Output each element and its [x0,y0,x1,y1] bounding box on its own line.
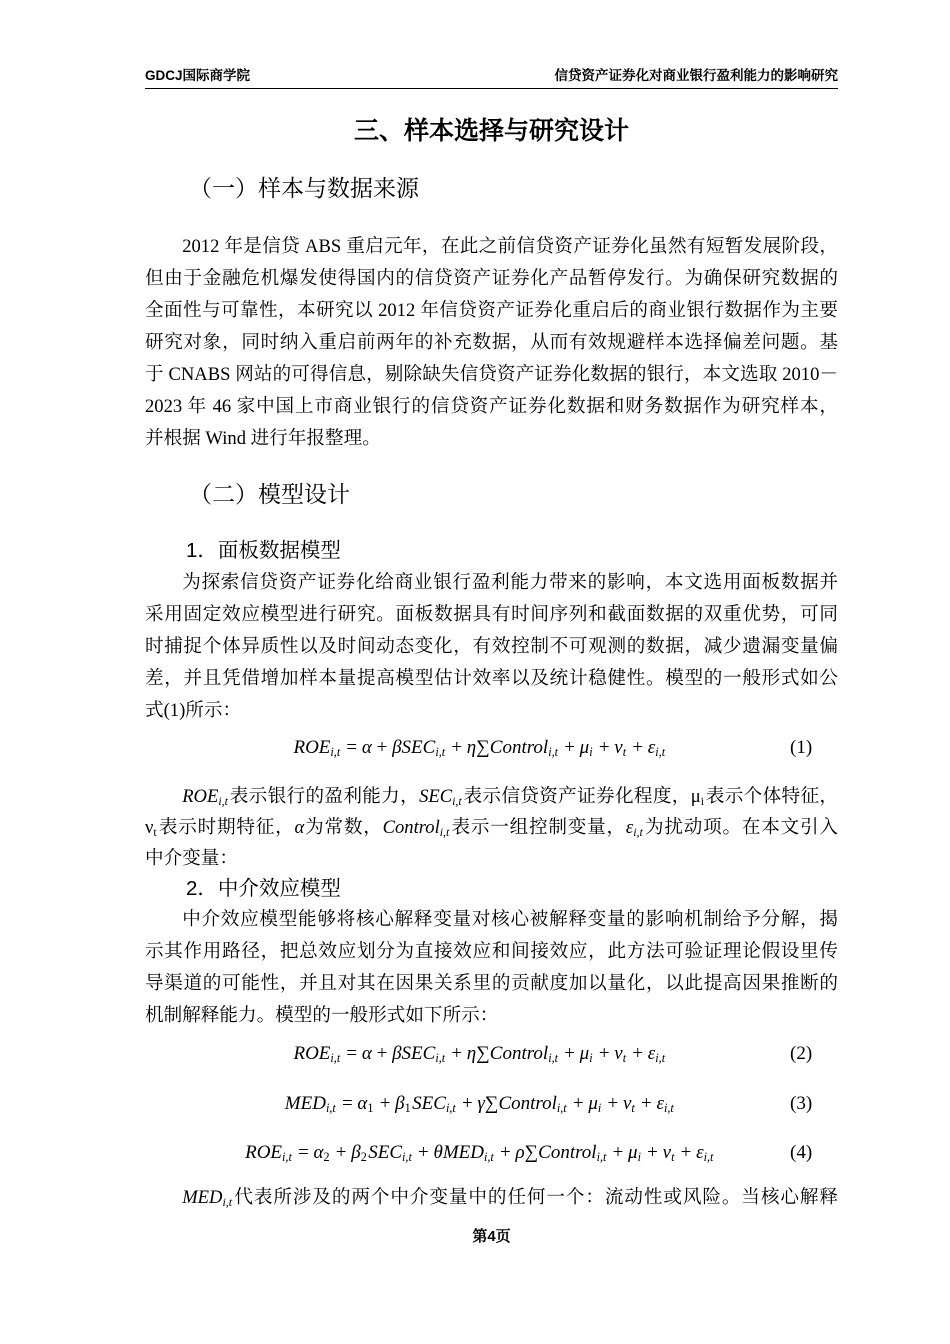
text-run: = [293,1142,314,1163]
equation-formula [145,1137,815,1169]
text-line [145,812,838,843]
equation-number: (1) [790,737,813,758]
text-run: + [559,737,580,758]
text-line: 2023 年 46 家中国上市商业银行的信贷资产证券化数据和财务数据作为研究样本， [145,396,838,417]
text-line: 为探索信贷资产证券化给商业银行盈利能力带来的影响，本文选用面板数据并 [182,572,838,593]
section-heading-model-design: （二）模型设计 [189,481,350,507]
subscript: i,t [218,794,228,809]
header-paper-title: 信贷资产证券化对商业银行盈利能力的影响研究 [554,68,838,83]
italic-term: θMED [433,1142,484,1163]
subscript: i,t [402,1150,412,1165]
section-heading-sample-data: （一）样本与数据来源 [189,175,419,201]
text-line: 但由于金融危机爆发使得国内的信贷资产证券化产品暂停发行。为确保研究数据的 [145,268,838,289]
subscript: i,t [282,1150,292,1165]
subscript: 1 [404,1101,411,1116]
italic-term: ε [647,737,656,758]
italic-term: μ [588,1093,598,1114]
text-line: 全面性与可靠性，本研究以 2012 年信贷资产证券化重启后的商业银行数据作为主要 [145,300,838,321]
text-run: = [337,1093,358,1114]
italic-term: μ [628,1142,638,1163]
subscript: t [622,745,627,760]
text-line: 中介变量： [145,848,238,869]
text-run: 为扰动项。在本文引入 [644,817,838,838]
italic-term: β [395,1093,405,1114]
text-run: + [446,1043,467,1064]
text-line: 时捕捉个体异质性以及时间动态变化，有效控制不可观测的数据，减少遗漏变量偏 [145,636,838,657]
italic-term: γ [477,1093,485,1114]
italic-term: ν [614,1043,623,1064]
text-run: + [627,737,648,758]
text-run: + [495,1142,516,1163]
text-run: + [371,737,393,758]
text-line [145,781,838,812]
text-run: + [559,1043,580,1064]
paragraph-sample-data [145,231,838,455]
subscript: i,t [633,825,643,840]
italic-term: β [351,1142,361,1163]
italic-term: ε [656,1093,664,1114]
equation-number: (3) [790,1093,813,1114]
paragraph-variable-definitions [145,781,838,874]
italic-term: MED [284,1093,326,1114]
text-run: + [568,1093,589,1114]
equation-formula [145,1088,815,1120]
text-line: 2012 年是信贷 ABS 重启元年，在此之前信贷资产证券化虽然有短暂发展阶段， [182,236,838,257]
text-run: ∑ [484,1093,499,1114]
text-run: ∑ [476,737,490,758]
equation-number: (2) [790,1043,813,1064]
subscript: i,t [703,1150,714,1165]
equation-1 [0,732,950,764]
text-run: + [446,737,467,758]
text-run: ∑ [476,1043,490,1064]
subscript: i,t [435,745,446,760]
subscript: i,t [548,745,558,760]
subscript: i,t [596,1150,607,1165]
text-run: + [594,1043,615,1064]
text-run: + [627,1043,648,1064]
subscript: i [637,1150,641,1165]
equation-formula [145,732,815,764]
subscript: i [597,1101,602,1116]
subscript: i,t [655,1051,666,1066]
text-line [145,1182,838,1214]
italic-term: ROE [293,737,331,758]
subscript: t [622,1051,627,1066]
subsection-heading-panel-model: 1．面板数据模型 [186,539,341,562]
text-line: 并根据 Wind 进行年报整理。 [145,428,381,449]
italic-term: SEC [419,786,453,807]
header-rule [145,88,838,89]
italic-term: Control [538,1142,597,1163]
text-line: 式(1)所示： [145,700,242,721]
italic-term: ROE [182,786,219,807]
italic-term: μ [579,737,590,758]
text-run: 表示一组控制变量， [450,817,626,838]
text-run: ∑ [524,1142,539,1163]
chapter-title: 三、样本选择与研究设计 [353,117,629,145]
text-line: 于 CNABS 网站的可得信息，剔除缺失信贷资产证券化数据的银行，本文选取 2010－ [145,364,838,385]
text-run: 表示银行的盈利能力， [229,786,420,807]
italic-term: η [466,1043,477,1064]
text-run: 表示信贷资产证券化程度，μ [463,786,701,807]
text-run: 代表所涉及的两个中介变量中的任何一个：流动性或风险。当核心解释 [233,1187,838,1208]
equation-number: (4) [790,1142,813,1163]
text-line: 导渠道的可能性，并且对其在因果关系里的贡献度加以量化，以此提高因果推断的 [145,973,838,994]
page-number: 第4页 [472,1228,511,1245]
subscript: 2 [323,1150,330,1165]
text-run: 为常数， [304,817,383,838]
subsection-heading-mediation-model: 2．中介效应模型 [186,877,341,900]
equation-4 [0,1137,950,1169]
text-line: 中介效应模型能够将核心解释变量对核心被解释变量的影响机制给予分解，揭 [182,909,838,930]
subscript: 1 [367,1101,374,1116]
paragraph-mediation-model [145,904,838,1032]
italic-term: α [361,737,372,758]
subscript: i,t [325,1101,336,1116]
text-line: 采用固定效应模型进行研究。面板数据具有时间序列和截面数据的双重优势，可同 [145,604,838,625]
italic-term: ε [696,1142,704,1163]
subscript: t [631,1101,635,1116]
text-run: + [602,1093,623,1114]
italic-term: ν [662,1142,672,1163]
italic-term: ε [647,1043,656,1064]
italic-term: α [313,1142,324,1163]
italic-term: α [361,1043,372,1064]
subscript: i [589,1051,593,1066]
italic-term: η [466,737,477,758]
italic-term: Control [382,817,440,838]
italic-term: βSEC [392,737,436,758]
text-line: 示其作用路径，把总效应划分为直接效应和间接效应，此方法可验证理论假设里传 [145,941,838,962]
text-run: 表示个体特征， [705,786,838,807]
subscript: i [589,745,593,760]
equation-2 [0,1038,950,1070]
subscript: i,t [330,745,341,760]
subscript: i,t [452,794,462,809]
subscript: i,t [439,825,450,840]
text-line: 研究对象，同时纳入重启前两年的补充数据，从而有效规避样本选择偏差问题。基 [145,332,838,353]
italic-term: ROE [293,1043,331,1064]
italic-term: MED [182,1187,223,1208]
italic-term: Control [489,737,549,758]
italic-term: ε [625,817,634,838]
subscript: t [671,1150,675,1165]
italic-term: α [357,1093,368,1114]
text-run: 表示时期特征， [158,817,295,838]
subscript: i,t [655,745,666,760]
text-run: + [413,1142,434,1163]
subscript: i,t [663,1101,674,1116]
italic-term: ν [614,737,623,758]
subscript: i,t [484,1150,494,1165]
text-run: + [331,1142,352,1163]
text-run: + [636,1093,657,1114]
italic-term: Control [498,1093,557,1114]
text-run: = [341,1043,362,1064]
text-run: + [371,1043,393,1064]
text-line: 机制解释能力。模型的一般形式如下所示： [145,1005,499,1026]
paragraph-mediator-definition [145,1182,838,1214]
subscript: t [153,825,157,840]
text-run: = [341,737,362,758]
subscript: 2 [360,1150,367,1165]
text-run: + [374,1093,396,1114]
paragraph-panel-model [145,567,838,727]
text-run: + [642,1142,663,1163]
equation-formula [145,1038,815,1070]
italic-term: ρ [515,1142,525,1163]
italic-term: μ [579,1043,590,1064]
italic-term: ν [622,1093,632,1114]
subscript: i,t [445,1101,456,1116]
text-run: ν [145,817,154,838]
subscript: i,t [222,1195,233,1210]
italic-term: βSEC [392,1043,436,1064]
italic-term: SEC [412,1093,446,1114]
subscript: i,t [435,1051,446,1066]
subscript: i [700,794,704,809]
italic-term: ROE [245,1142,283,1163]
italic-term: Control [489,1043,549,1064]
subscript: i,t [548,1051,558,1066]
equation-3 [0,1088,950,1120]
subscript: i,t [556,1101,567,1116]
italic-term: SEC [368,1142,403,1163]
header-institution: GDCJ国际商学院 [145,68,251,83]
text-run: + [675,1142,697,1163]
text-run: + [607,1142,629,1163]
subscript: i,t [330,1051,341,1066]
text-run: + [594,737,615,758]
text-line: 差，并且凭借增加样本量提高模型估计效率以及统计稳健性。模型的一般形式如公 [145,668,838,689]
italic-term: α [294,817,305,838]
text-run: + [457,1093,478,1114]
